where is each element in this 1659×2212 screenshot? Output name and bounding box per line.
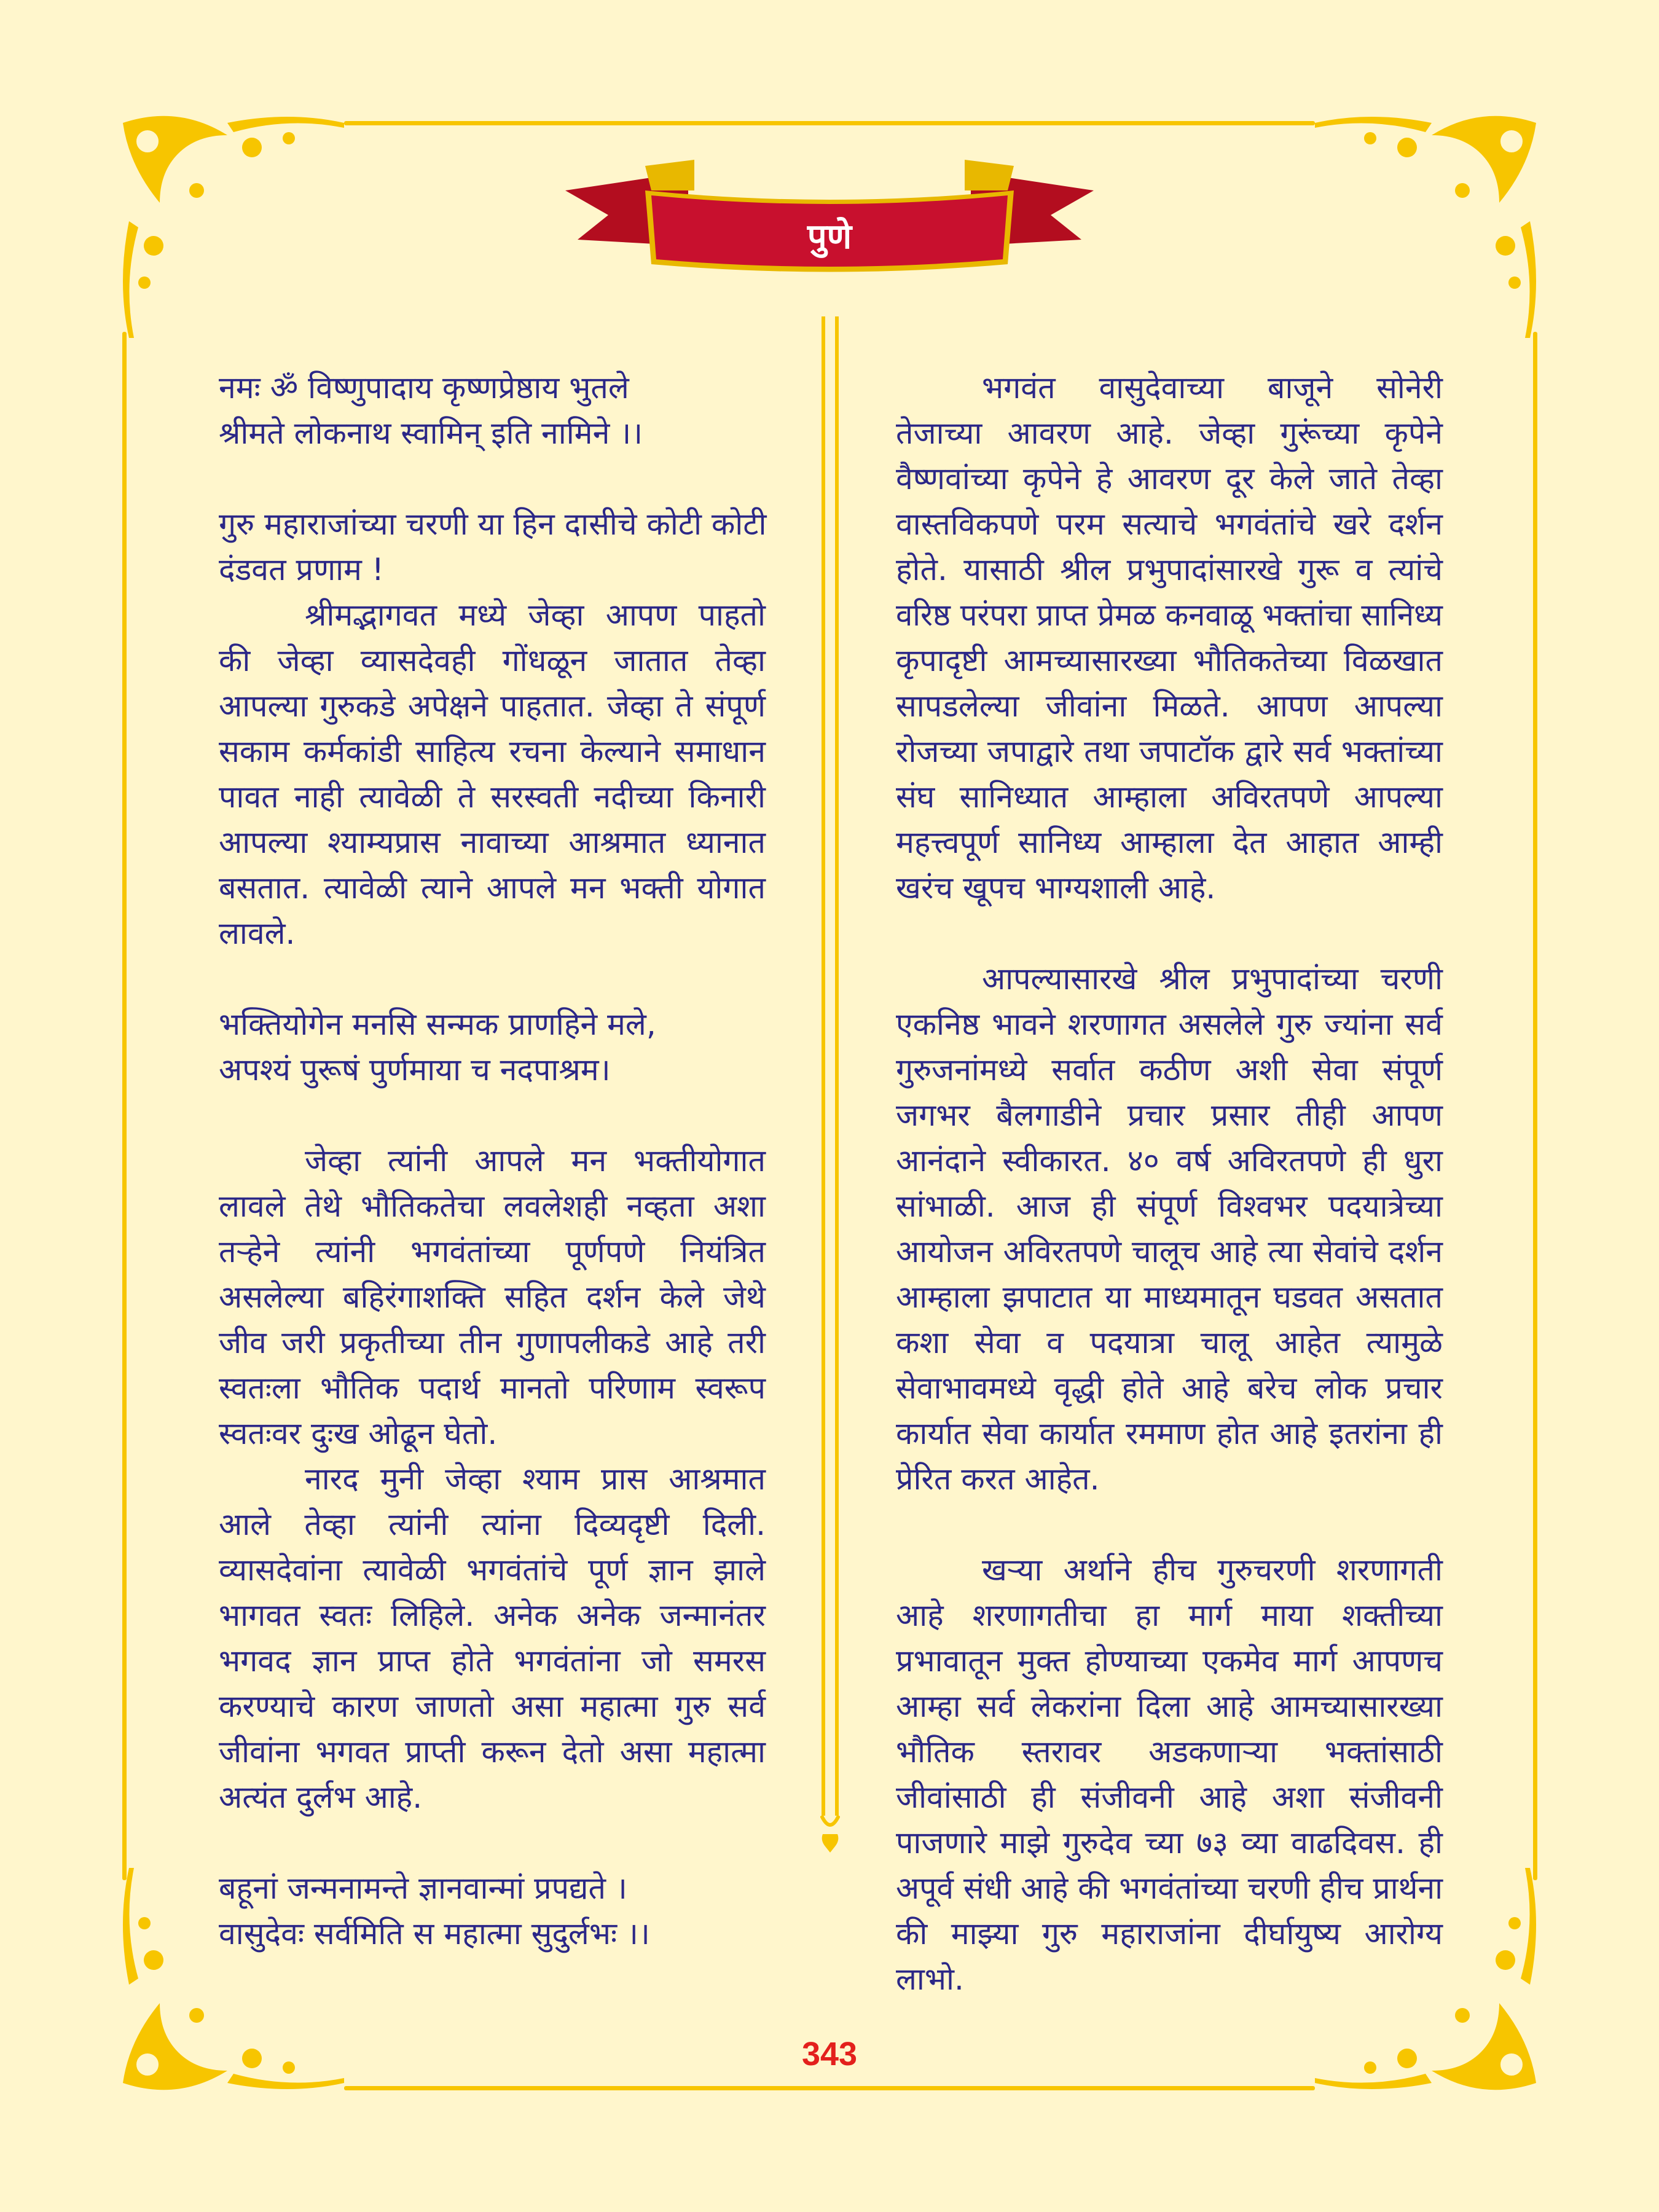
paragraph: [896, 365, 1443, 911]
text-line: व्यासदेवांना त्यावेळी भगवंतांचे पूर्ण ज्ञान झाले: [219, 1552, 766, 1588]
bottom-border-line: [344, 2086, 1315, 2090]
text-line: कशा सेवा व पदयात्रा चालू आहेत त्यामुळे: [896, 1325, 1443, 1360]
text-line: नारद मुनी जेव्हा श्याम प्रास आश्रमात: [305, 1461, 766, 1497]
text-line: एकनिष्ठ भावने शरणागत असलेले गुरु ज्यांना सर्व: [896, 1006, 1443, 1042]
text-line: स्वतःला भौतिक पदार्थ मानतो परिणाम स्वरूप: [219, 1370, 766, 1406]
text-line: आयोजन अविरतपणे चालूच आहे त्या सेवांचे दर्शन: [896, 1234, 1443, 1269]
text-line: आपल्यासारखे श्रील प्रभुपादांच्या चरणी: [982, 961, 1443, 997]
text-line: कृपादृष्टी आमच्यासारख्या भौतिकतेच्या विळखात: [896, 643, 1443, 678]
text-line: भौतिक स्तरावर अडकणाऱ्या भक्तांसाठी: [896, 1734, 1443, 1770]
text-line: आपल्या गुरुकडे अपेक्षने पाहतात. जेव्हा ते संपूर्ण: [219, 688, 766, 724]
text-line: लावले तेथे भौतिकतेचा लवलेशही नव्हता अशा: [219, 1188, 766, 1224]
paragraph: [219, 501, 766, 592]
text-line: सेवाभावमध्ये वृद्धी होते आहे बरेच लोक प्रचार: [896, 1370, 1443, 1406]
text-line: वरिष्ठ परंपरा प्राप्त प्रेमळ कनवाळू भक्तांचा सानिध्य: [896, 597, 1443, 633]
text-line: संघ सानिध्यात आम्हाला अविरतपणे आपल्या: [896, 779, 1443, 815]
text-line: असलेल्या बहिरंगाशक्ति सहित दर्शन केले जेथे: [219, 1279, 766, 1315]
paragraph: [219, 592, 766, 956]
text-line: आम्हाला झपाटात या माध्यमातून घडवत असतात: [896, 1279, 1443, 1315]
text-line: आले तेव्हा त्यांनी त्यांना दिव्यदृष्टी दिली.: [219, 1507, 766, 1542]
text-line: वास्तविकपणे परम सत्याचे भगवंतांचे खरे दर्शन: [896, 506, 1443, 542]
paragraph: [219, 1456, 766, 1820]
text-line: जीव जरी प्रकृतीच्या तीन गुणापलीकडे आहे तरी: [219, 1325, 766, 1360]
text-line: पाजणारे माझे गुरुदेव च्या ७३ व्या वाढदिवस. ही: [896, 1825, 1443, 1861]
text-line: वैष्णवांच्या कृपेने हे आवरण दूर केले जाते तेव्हा: [896, 461, 1443, 496]
verse-block: [219, 1002, 766, 1092]
text-line: सांभाळी. आज ही संपूर्ण विश्वभर पदयात्रेच्या: [896, 1188, 1443, 1224]
verse-block: [219, 365, 766, 456]
text-line: अत्यंत दुर्लभ आहे.: [219, 1779, 423, 1815]
text-line: जीवांना भगवत प्राप्ती करून देतो असा महात्मा: [219, 1734, 766, 1770]
top-border-line: [344, 121, 1315, 125]
text-line: खऱ्या अर्थाने हीच गुरुचरणी शरणागती: [982, 1552, 1443, 1588]
text-line: तेजाच्या आवरण आहे. जेव्हा गुरूंच्या कृपेने: [896, 415, 1443, 451]
text-line: नमः ॐ विष्णुपादाय कृष्णप्रेष्ठाय भुतले: [219, 370, 629, 406]
right-border-line: [1533, 332, 1537, 1880]
left-border-line: [122, 332, 127, 1880]
text-line: वासुदेवः सर्वमिति स महात्मा सुदुर्लभः ।।: [219, 1916, 650, 1951]
text-line: भक्तियोगेन मनसि सन्मक प्राणहिने मले,: [219, 1006, 656, 1042]
text-line: भगवंत वासुदेवाच्या बाजूने सोनेरी: [982, 370, 1443, 406]
text-line: सकाम कर्मकांडी साहित्य रचना केल्याने समाधान: [219, 734, 766, 769]
text-line: भगवद ज्ञान प्राप्त होते भगवंतांना जो समरस: [219, 1643, 766, 1679]
text-line: आम्हा सर्व लेकरांना दिला आहे आमच्यासारख्या: [896, 1688, 1443, 1724]
corner-ornament-icon: [104, 98, 363, 356]
text-line: प्रेरित करत आहेत.: [896, 1461, 1100, 1497]
text-line: श्रीमद्भागवत मध्ये जेव्हा आपण पाहतो: [305, 597, 766, 633]
text-line: बहूनां जन्मनामन्ते ज्ञानवान्मां प्रपद्यते ।: [219, 1870, 627, 1906]
blank-line: [219, 956, 766, 1002]
text-line: खरंच खूपच भाग्यशाली आहे.: [896, 870, 1216, 906]
right-column: [896, 365, 1443, 2002]
text-line: प्रभावातून मुक्त होण्याच्या एकमेव मार्ग आपणच: [896, 1643, 1443, 1679]
text-line: होते. यासाठी श्रील प्रभुपादांसारखे गुरू व त्यांचे: [896, 552, 1443, 587]
text-line: पावत नाही त्यावेळी ते सरस्वती नदीच्या किनारी: [219, 779, 766, 815]
blank-line: [219, 1820, 766, 1865]
paragraph: [219, 1138, 766, 1456]
text-line: लावले.: [219, 916, 296, 951]
text-line: कार्यात सेवा कार्यात रममाण होत आहे इतरांना ही: [896, 1416, 1443, 1451]
left-column: [219, 365, 766, 1956]
text-line: तऱ्हेने त्यांनी भगवंतांच्या पूर्णपणे नियंत्रित: [219, 1234, 766, 1269]
text-line: जीवांसाठी ही संजीवनी आहे अशा संजीवनी: [896, 1779, 1443, 1815]
text-line: बसतात. त्यावेळी त्याने आपले मन भक्ती योगात: [219, 870, 766, 906]
text-line: की जेव्हा व्यासदेवही गोंधळून जातात तेव्हा: [219, 643, 766, 678]
text-line: की माझ्या गुरु महाराजांना दीर्घायुष्य आरोग्य: [896, 1916, 1443, 1951]
text-line: अपूर्व संधी आहे की भगवंतांच्या चरणी हीच प्रार्थना: [896, 1870, 1443, 1906]
text-line: रोजच्या जपाद्वारे तथा जपाटॉक द्वारे सर्व भक्तांच्या: [896, 734, 1443, 769]
text-line: स्वतःवर दुःख ओढून घेतो.: [219, 1416, 498, 1451]
blank-line: [219, 1092, 766, 1138]
text-line: जेव्हा त्यांनी आपले मन भक्तीयोगात: [305, 1143, 766, 1179]
text-line: अपश्यं पुरूषं पुर्णमाया च नदपाश्रम।: [219, 1052, 611, 1088]
blank-line: [896, 911, 1443, 956]
corner-ornament-icon: [1296, 98, 1555, 356]
blank-line: [219, 456, 766, 501]
text-line: करण्याचे कारण जाणतो असा महात्मा गुरु सर्व: [219, 1688, 766, 1724]
page-title: पुणे: [807, 217, 852, 257]
pen-divider-icon: [820, 316, 840, 1853]
text-line: भागवत स्वतः लिहिले. अनेक अनेक जन्मानंतर: [219, 1598, 766, 1633]
text-line: आनंदाने स्वीकारत. ४० वर्ष अविरतपणे ही धुरा: [896, 1143, 1443, 1179]
text-line: जगभर बैलगाडीने प्रचार प्रसार तीही आपण: [896, 1097, 1443, 1133]
text-line: गुरुजनांमध्ये सर्वात कठीण अशी सेवा संपूर्ण: [896, 1052, 1443, 1088]
verse-block: [219, 1865, 766, 1956]
text-line: आपल्या श्याम्यप्रास नावाच्या आश्रमात ध्यानात: [219, 825, 766, 860]
text-line: लाभो.: [896, 1961, 964, 1997]
paragraph: [896, 956, 1443, 1502]
text-line: आहे शरणागतीचा हा मार्ग माया शक्तीच्या: [896, 1598, 1443, 1633]
text-line: दंडवत प्रणाम !: [219, 552, 384, 587]
text-line: गुरु महाराजांच्या चरणी या हिन दासीचे कोटी कोटी: [219, 506, 767, 542]
blank-line: [896, 1502, 1443, 1547]
text-line: महत्त्वपूर्ण सानिध्य आम्हाला देत आहात आम्ही: [896, 825, 1443, 860]
paragraph: [896, 1547, 1443, 2002]
page-number: 343: [801, 2036, 858, 2073]
text-line: सापडलेल्या जीवांना मिळते. आपण आपल्या: [896, 688, 1443, 724]
text-line: श्रीमते लोकनाथ स्वामिन् इति नामिने ।।: [219, 415, 643, 451]
